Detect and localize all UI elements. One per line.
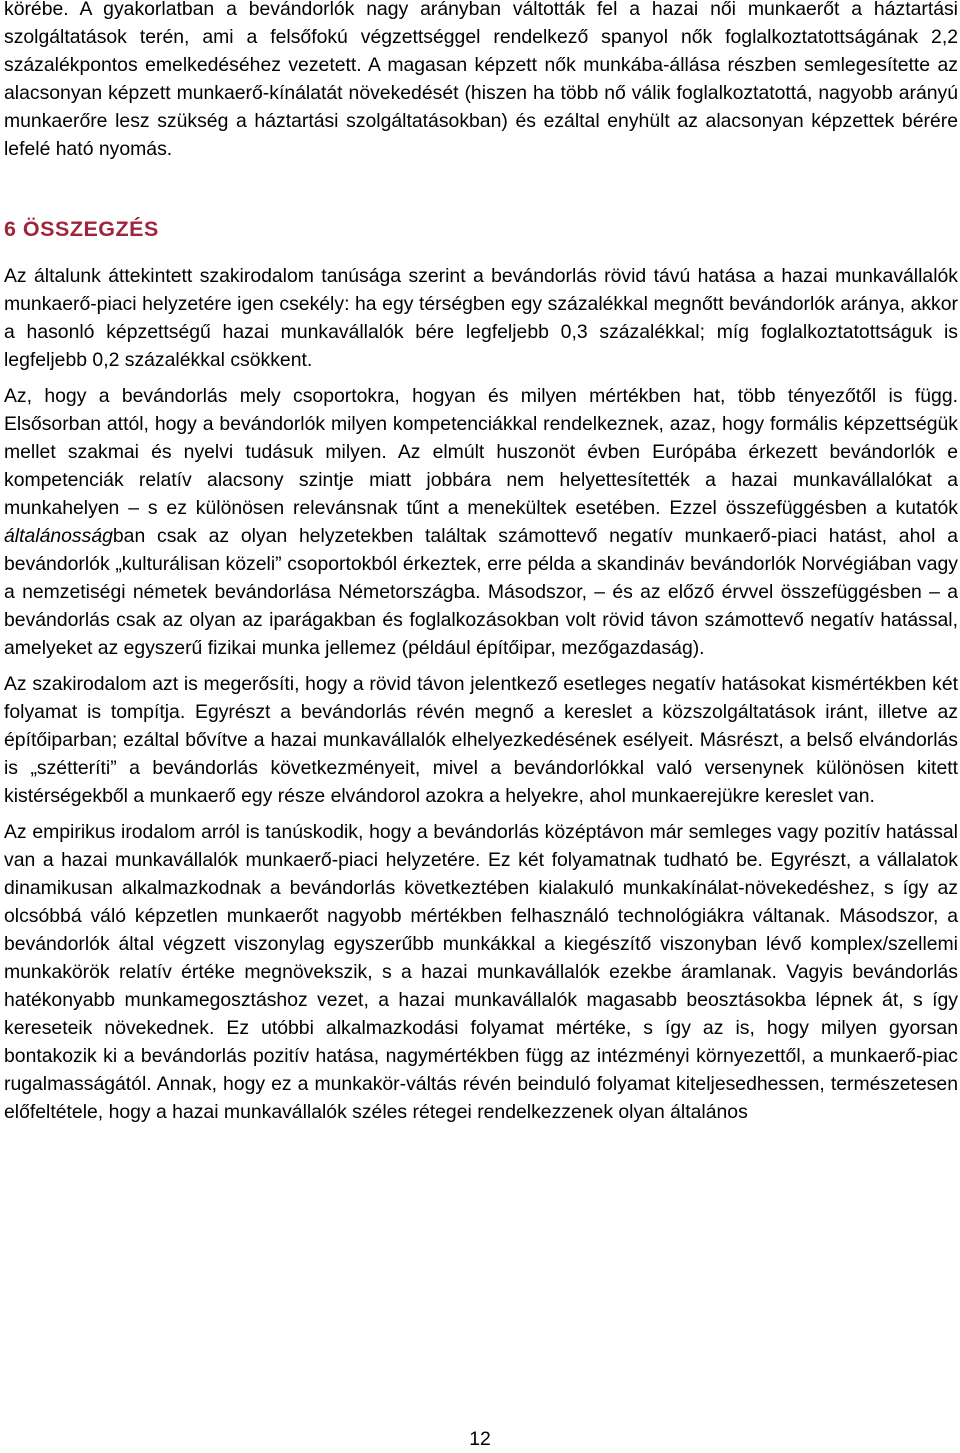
document-page — [4, 0, 958, 1126]
summary-paragraph-2 — [4, 382, 958, 662]
page-number: 12 — [469, 1428, 491, 1450]
intro-paragraph: körébe. A gyakorlatban a bevándorlók nagy arányban váltották fel a hazai női munkaerőt a háztartási szolgáltatások terén, ami a felsőfokú végzettséggel rendelkező spanyol nők foglalkoztatottságának 2,2 százalékpontos emelkedéséhez vezetett. A magasan képzett nők munkába-állása részben semlegesítette az alacsonyan képzett munkaerő-kínálatát növekedését (hiszen ha több nő válik foglalkoztatottá, nagyobb arányú munkaerőre lesz szükség a háztartási szolgáltatásokban) és ezáltal enyhült az alacsonyan képzettek bérére lefelé ható nyomás. — [4, 0, 958, 160]
summary-paragraph-3: Az szakirodalom azt is megerősíti, hogy a rövid távon jelentkező esetleges negatív hatásokat kismértékben két folyamat is tompítja. Egyrészt a bevándorlás révén megnő a kereslet a közszolgáltatások iránt, illetve az építőiparban; ezáltal bővítve a hazai munkavállalók elhelyezkedésének esélyeit. Másrészt, a belső elvándorlás is „szétteríti” a bevándorlás következményeit, mivel a bevándorlókkal való versenynek különösen kitett kistérségekből a munkaerő egy része elvándorol azokra a helyekre, ahol munkaerejükre kereslet van. — [4, 673, 958, 807]
paragraph-text-part: ban csak az olyan helyzetekben találtak számottevő negatív munkaerő-piaci hatást, ahol a bevándorlók „kulturálisan közeli” csoportokból érkeztek, erre példa a skandináv bevándorlók Norvégiában vagy a nemzetiségi németek bevándorlása Németországba. Másodszor, – és az előző érvvel összefüggésben – a bevándorlás csak az olyan az iparágakban és foglalkozásokban volt rövid távon számottevő negatív hatással, amelyeket az egyszerű fizikai munka jellemez (például építőipar, mezőgazdaság). — [4, 525, 958, 659]
paragraph-text-part: Az, hogy a bevándorlás mely csoportokra, hogyan és milyen mértékben hat, több tényezőtől is függ. Elsősorban attól, hogy a bevándorlók milyen kompetenciákkal rendelkeznek, azaz, hogy formális képzettségük mellet szakmai és nyelvi tudásuk milyen. Az elmúlt huszonöt évben Európába érkezett bevándorlók e kompetenciák relatív alacsony szintje miatt jobbára nem helyettesítették a hazai munkavállalókat a munkahelyen – s ez különösen relevánsnak tűnt a menekültek esetében. Ezzel összefüggésben a kutatók — [4, 385, 958, 519]
section-heading: 6 ÖSSZEGZÉS — [4, 217, 159, 241]
summary-paragraph-1: Az általunk áttekintett szakirodalom tanúsága szerint a bevándorlás rövid távú hatása a hazai munkavállalók munkaerő-piaci helyzetére igen csekély: ha egy térségben egy százalékkal megnőtt bevándorlók aránya, akkor a hasonló képzettségű hazai munkavállalók bére legfeljebb 0,3 százalékkal; míg foglalkoztatottságuk is legfeljebb 0,2 százalékkal csökkent. — [4, 265, 958, 371]
italic-word: általánosság — [4, 525, 113, 547]
summary-paragraph-4: Az empirikus irodalom arról is tanúskodik, hogy a bevándorlás középtávon már semleges vagy pozitív hatással van a hazai munkavállalók munkaerő-piaci helyzetére. Ez két folyamatnak tudható be. Egyrészt, a vállalatok dinamikusan alkalmazkodnak a bevándorlás következtében kialakuló munkakínálat-növekedéshez, s így az olcsóbbá váló képzetlen munkaerőt nagyobb mértékben felhasználó technológiákra váltanak. Másodszor, a bevándorlók által végzett viszonylag egyszerűbb munkákkal a kiegészítő viszonyban lévő komplex/szellemi munkakörök relatív értéke megnövekszik, s a hazai munkavállalók ezekbe áramlanak. Vagyis bevándorlás hatékonyabb munkamegosztáshoz vezet, a hazai munkavállalók magasabb beosztásokba lépnek át, s így kereseteik növekednek. Ez utóbbi alkalmazkodási folyamat mértéke, s így az is, hogy milyen gyorsan bontakozik ki a bevándorlás pozitív hatása, nagymértékben függ az intézményi környezettől, a munkaerő-piac rugalmasságától. Annak, hogy ez a munkakör-váltás révén beinduló folyamat kiteljesedhessen, természetesen előfeltétele, hogy a hazai munkavállalók széles rétegei rendelkezzenek olyan általános — [4, 821, 958, 1123]
